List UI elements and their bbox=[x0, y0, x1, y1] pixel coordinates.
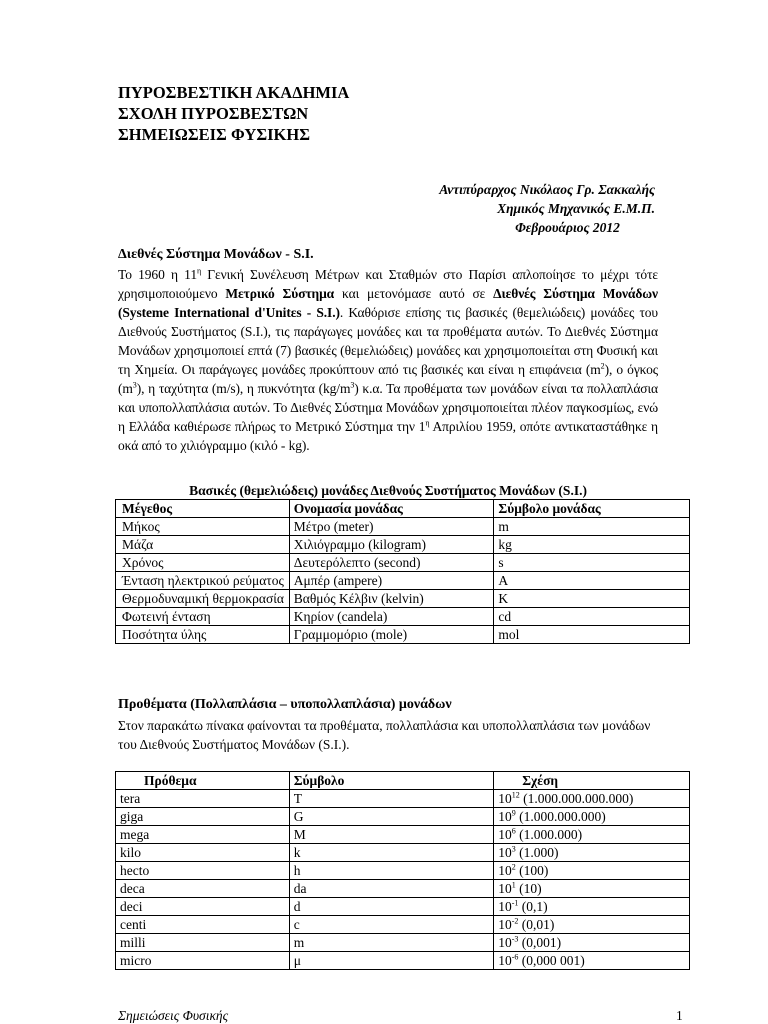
table-cell: Κηρίον (candela) bbox=[289, 608, 494, 626]
notes-title: ΣΗΜΕΙΩΣΕΙΣ ΦΥΣΙΚΗΣ bbox=[118, 125, 311, 144]
relation-cell: $10^3$ (1.000) bbox=[494, 844, 690, 862]
si-paragraph: Το 1960 η $11^\eta$ Γενική Συνέλευση Μέτρων και Σταθμών στο Παρίσι απλοποίησε το μέχρι τότε χρησιμοποιούμενο Μετρικό Σύστημα και μετονόμασε αυτό σε Διεθνές Σύστημα Μονάδων (Systeme International d'Unitεs - S.I.). Καθόρισε επίσης τις βασικές (θεμελιώδεις) μονάδες του Διεθνούς Συστήματος (S.I.), τις παράγωγες μονάδες και τα προθέματα αυτών. Το Διεθνές Σύστημα Μονάδων χρησιμοποιεί επτά (7) βασικές (θεμελιώδεις) μονάδες και χρησιμοποιείται στη Φυσική και τη Χημεία. Οι παράγωγες μονάδες προκύπτουν από τις βασικές και είναι η επιφάνεια $(m^2)$, ο όγκος $(m^3)$, η ταχύτητα (m/s), η πυκνότητα $(kg/m^3)$ κ.α. Τα προθέματα των μονάδων είναι τα πολλαπλάσια και υποπολλαπλάσια αυτών. Το Διεθνές Σύστημα Μονάδων χρησιμοποιείται πλέον παγκοσμίως, ενώ η Ελλάδα καθιέρωσε πλήρως το Μετρικό Σύστημα την $1^\eta$ Απριλίου 1959, οπότε αντικαταστάθηκε η οκά από το χιλιόγραμμο (κιλό - kg). bbox=[118, 266, 659, 453]
table-row bbox=[116, 626, 690, 644]
symbol-cell: k bbox=[289, 844, 494, 862]
column-header: Σχέση bbox=[494, 772, 690, 790]
prefix-cell: micro bbox=[116, 952, 290, 970]
symbol-cell: d bbox=[289, 898, 494, 916]
table-cell: s bbox=[494, 554, 690, 572]
table-row bbox=[116, 536, 690, 554]
table-cell: Χρόνος bbox=[116, 554, 290, 572]
table-row bbox=[116, 608, 690, 626]
table-cell: K bbox=[494, 590, 690, 608]
prefix-cell: deci bbox=[116, 898, 290, 916]
table-cell: Μέτρο (meter) bbox=[289, 518, 494, 536]
table-cell: Ένταση ηλεκτρικού ρεύματος bbox=[116, 572, 290, 590]
table-row bbox=[116, 590, 690, 608]
relation-cell: $10^{-3}$ (0,001) bbox=[494, 934, 690, 952]
table-row bbox=[116, 934, 690, 952]
author-block bbox=[400, 180, 655, 237]
column-header: Σύμβολο μονάδας bbox=[494, 500, 690, 518]
prefix-cell: hecto bbox=[116, 862, 290, 880]
table-row bbox=[116, 518, 690, 536]
column-header: Σύμβολο bbox=[289, 772, 494, 790]
relation-cell: $10^{12}$ (1.000.000.000.000) bbox=[494, 790, 690, 808]
symbol-cell: G bbox=[289, 808, 494, 826]
table-row bbox=[116, 844, 690, 862]
relation-cell: $10^2$ (100) bbox=[494, 862, 690, 880]
table-cell: A bbox=[494, 572, 690, 590]
symbol-cell: c bbox=[289, 916, 494, 934]
table-cell: Μήκος bbox=[116, 518, 290, 536]
page-number: 1 bbox=[676, 1008, 683, 1023]
relation-cell: $10^{-6}$ (0,000 001) bbox=[494, 952, 690, 970]
table-cell: Γραμμομόριο (mole) bbox=[289, 626, 494, 644]
column-header: Πρόθεμα bbox=[116, 772, 290, 790]
table-cell: m bbox=[494, 518, 690, 536]
symbol-cell: M bbox=[289, 826, 494, 844]
relation-cell: $10^{-2}$ (0,01) bbox=[494, 916, 690, 934]
table-row bbox=[116, 862, 690, 880]
table-cell: kg bbox=[494, 536, 690, 554]
prefix-table bbox=[115, 771, 690, 970]
table-cell: Φωτεινή ένταση bbox=[116, 608, 290, 626]
table-row bbox=[116, 952, 690, 970]
base-units-caption: Βασικές (θεμελιώδεις) μονάδες Διεθνούς Συστήματος Μονάδων (S.I.) bbox=[189, 483, 587, 498]
table-row bbox=[116, 808, 690, 826]
table-cell: Ποσότητα ύλης bbox=[116, 626, 290, 644]
column-header: Ονομασία μονάδας bbox=[289, 500, 494, 518]
prefix-section-text: Στον παρακάτω πίνακα φαίνονται τα προθέματα, πολλαπλάσια και υποπολλαπλάσια των μονάδων του Διεθνούς Συστήματος Μονάδων (S.I.). bbox=[118, 718, 651, 752]
table-row bbox=[116, 898, 690, 916]
table-row bbox=[116, 790, 690, 808]
table-cell: Δευτερόλεπτο (second) bbox=[289, 554, 494, 572]
prefix-cell: milli bbox=[116, 934, 290, 952]
si-section-title: Διεθνές Σύστημα Μονάδων - S.I. bbox=[118, 247, 314, 262]
prefix-cell: giga bbox=[116, 808, 290, 826]
table-row bbox=[116, 880, 690, 898]
relation-cell: $10^9$ (1.000.000.000) bbox=[494, 808, 690, 826]
symbol-cell: T bbox=[289, 790, 494, 808]
academy-title: ΠΥΡΟΣΒΕΣΤΙΚΗ ΑΚΑΔΗΜΙΑ bbox=[118, 83, 350, 102]
symbol-cell: h bbox=[289, 862, 494, 880]
author-name: Αντιπύραρχος Νικόλαος Γρ. Σακκαλής bbox=[439, 182, 655, 197]
table-row bbox=[116, 572, 690, 590]
table-row bbox=[116, 916, 690, 934]
table-header-row bbox=[116, 500, 690, 518]
prefix-cell: deca bbox=[116, 880, 290, 898]
symbol-cell: da bbox=[289, 880, 494, 898]
symbol-cell: μ bbox=[289, 952, 494, 970]
table-row bbox=[116, 826, 690, 844]
table-cell: Αμπέρ (ampere) bbox=[289, 572, 494, 590]
table-cell: cd bbox=[494, 608, 690, 626]
footer-title: Σημειώσεις Φυσικής bbox=[118, 1008, 229, 1023]
column-header: Μέγεθος bbox=[116, 500, 290, 518]
table-cell: mol bbox=[494, 626, 690, 644]
table-header-row bbox=[116, 772, 690, 790]
author-title: Χημικός Μηχανικός Ε.Μ.Π. bbox=[497, 201, 655, 216]
author-date: Φεβρουάριος 2012 bbox=[515, 220, 620, 235]
base-units-table bbox=[115, 499, 690, 644]
prefix-cell: kilo bbox=[116, 844, 290, 862]
table-cell: Μάζα bbox=[116, 536, 290, 554]
prefix-cell: tera bbox=[116, 790, 290, 808]
table-cell: Χιλιόγραμμο (kilogram) bbox=[289, 536, 494, 554]
document-header bbox=[118, 82, 349, 145]
prefix-cell: mega bbox=[116, 826, 290, 844]
table-cell: Θερμοδυναμική θερμοκρασία bbox=[116, 590, 290, 608]
symbol-cell: m bbox=[289, 934, 494, 952]
relation-cell: $10^1$ (10) bbox=[494, 880, 690, 898]
school-title: ΣΧΟΛΗ ΠΥΡΟΣΒΕΣΤΩΝ bbox=[118, 104, 309, 123]
prefix-cell: centi bbox=[116, 916, 290, 934]
table-row bbox=[116, 554, 690, 572]
table-cell: Βαθμός Κέλβιν (kelvin) bbox=[289, 590, 494, 608]
relation-cell: $10^6$ (1.000.000) bbox=[494, 826, 690, 844]
relation-cell: $10^{-1}$ (0,1) bbox=[494, 898, 690, 916]
prefix-section-title: Προθέματα (Πολλαπλάσια – υποπολλαπλάσια) μονάδων bbox=[118, 697, 452, 712]
